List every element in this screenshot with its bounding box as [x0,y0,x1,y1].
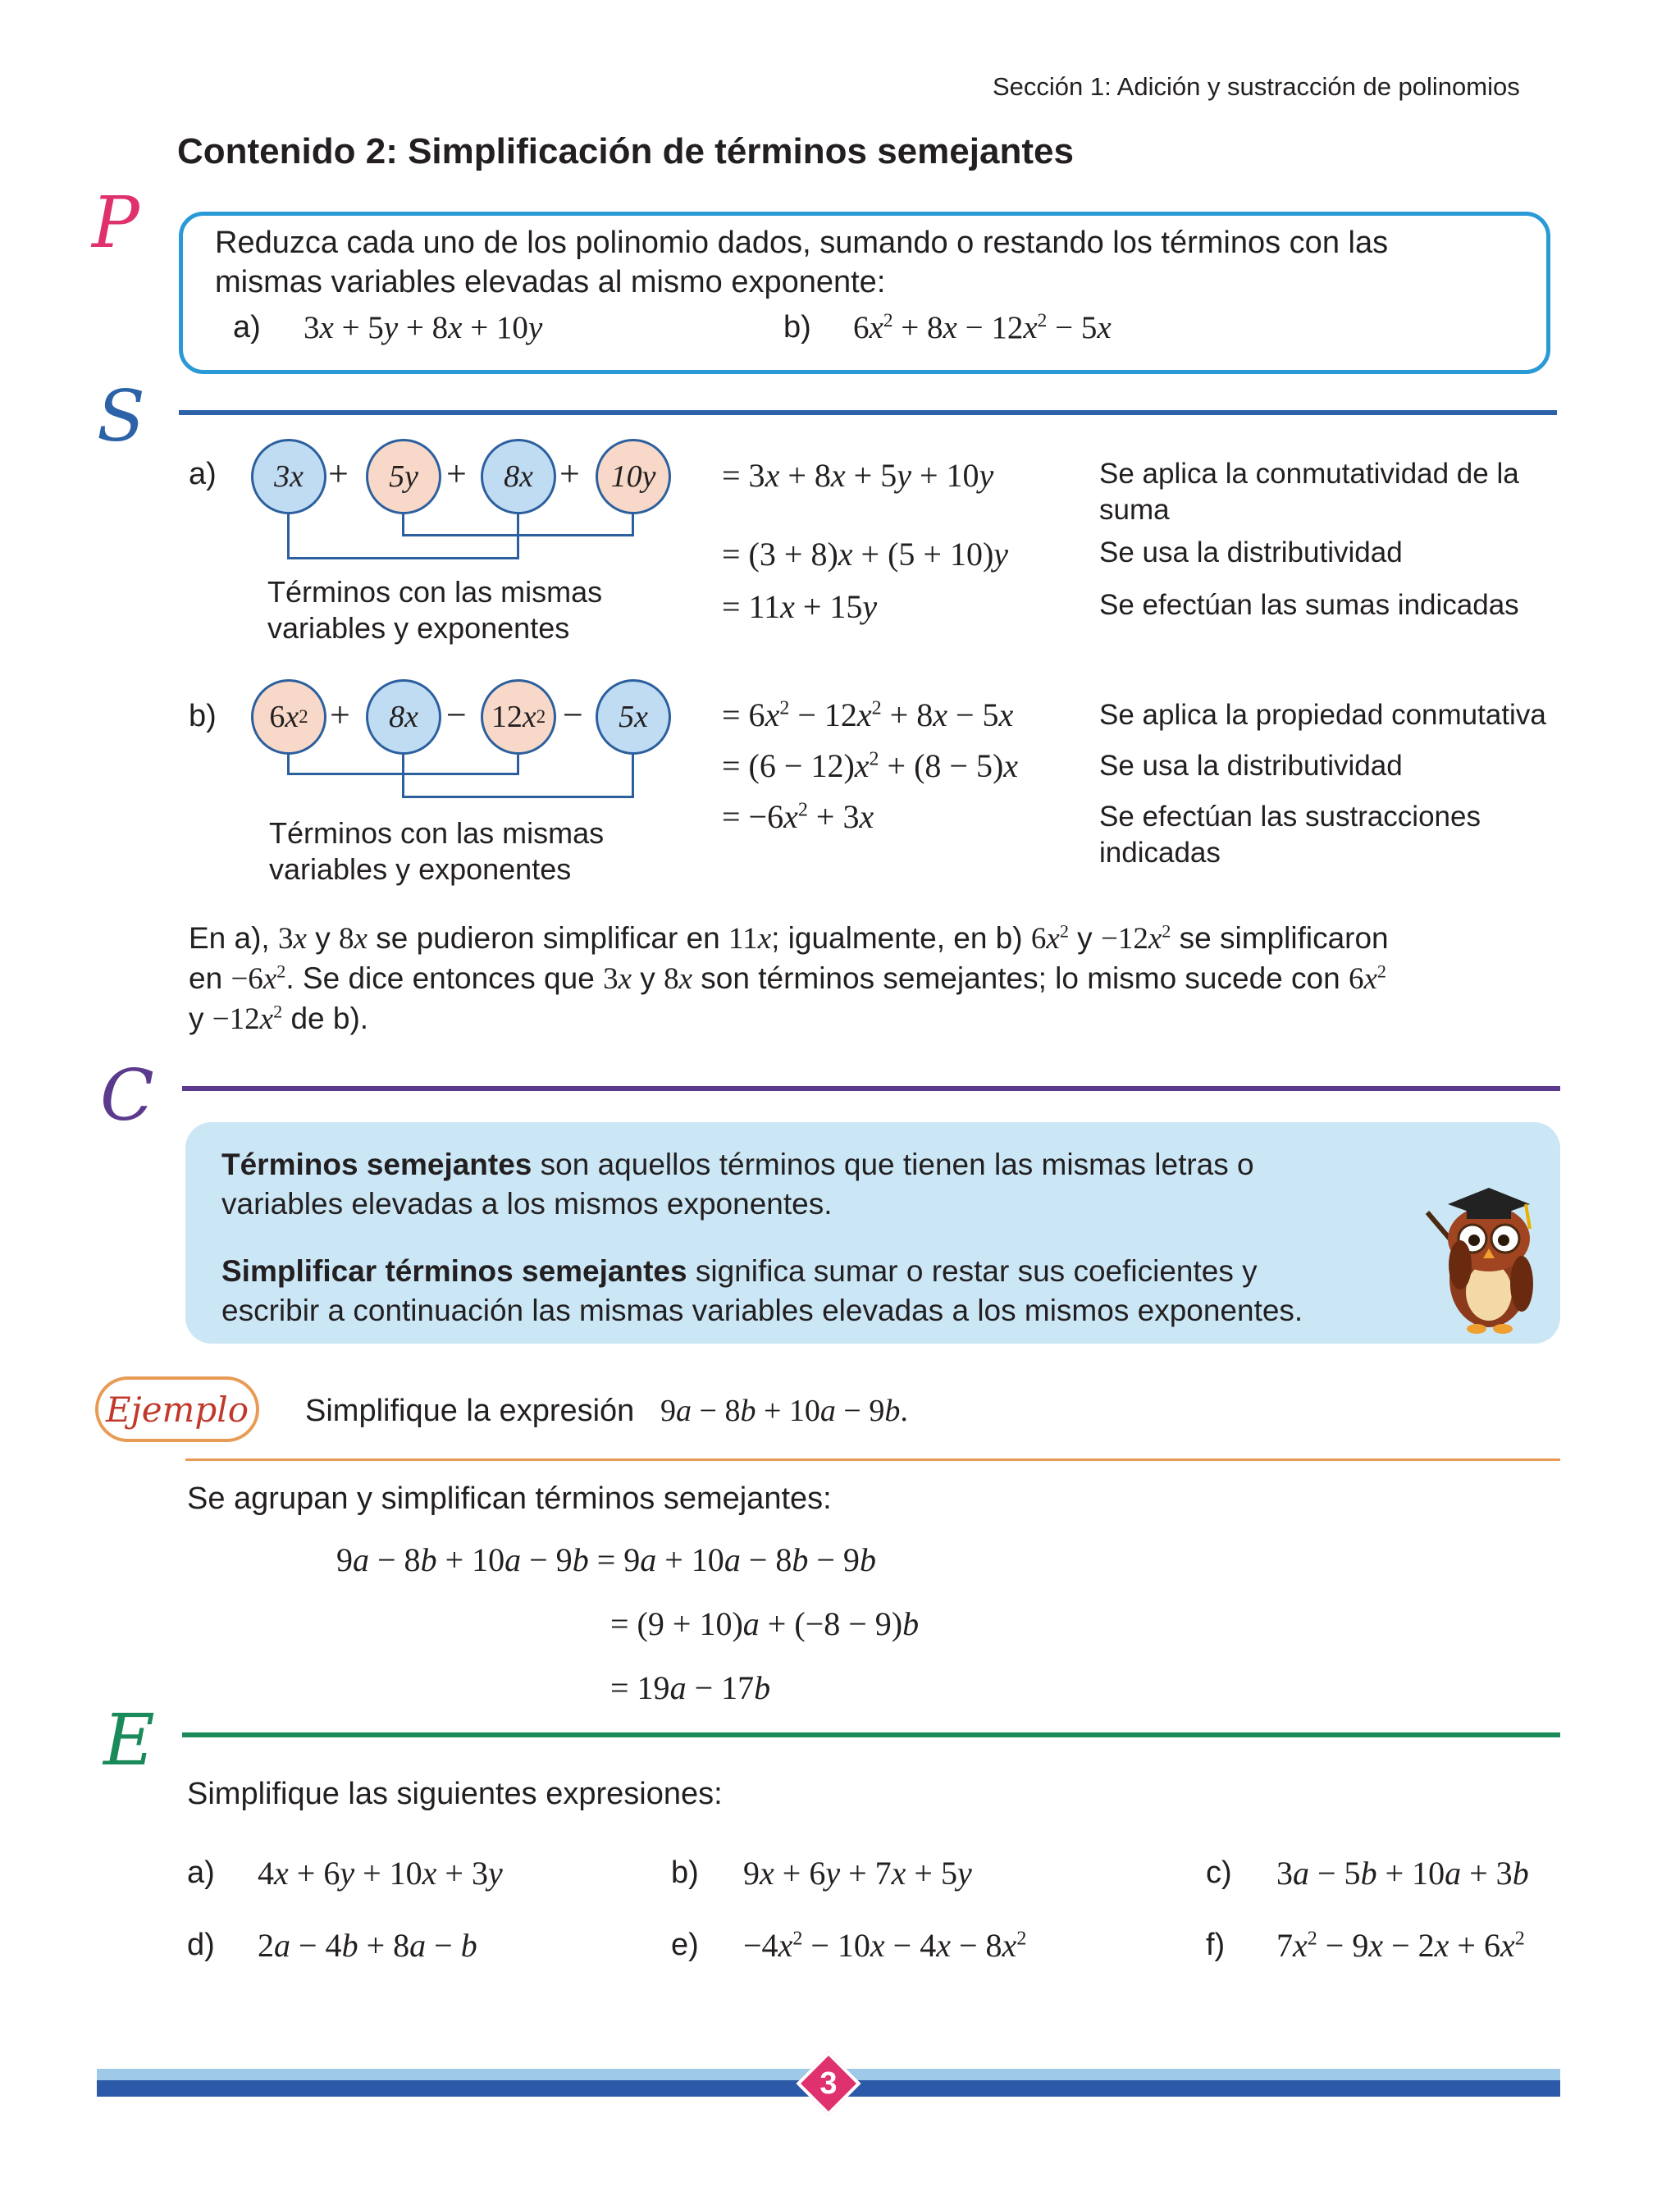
concept-definition-2: Simplificar términos semejantes significa sumar o restar sus coeficientes y escribir a continuación las mismas variables elevadas a los mismos exponentes. [221,1254,1303,1327]
example-badge: Ejemplo [95,1376,259,1442]
problem-line-2: mismas variables elevadas al mismo exponente: [215,265,886,299]
exercise-c-label: c) [1206,1856,1232,1890]
plus-sign: + [446,454,467,494]
connector-line [517,514,519,559]
exercise-b-label: b) [671,1856,699,1890]
term-8x: 8x [366,679,441,755]
example-prompt: Simplifique la expresión 9a − 8b + 10a − 9b. [305,1394,908,1428]
example-step-3: = 19a − 17b [610,1669,771,1706]
step-b-2: = $(6 - 12)x^2 + (8 - 5)x$ [722,747,1019,784]
connector-line [402,796,634,798]
connector-line [287,514,290,559]
problem-a-expression: 3x + 5y + 8x + 10y [304,310,543,345]
section-s-rule [179,410,1557,415]
page-number: 3 [819,2066,838,2101]
note-b-2: Se usa la distributividad [1099,750,1403,782]
minus-sign: − [563,695,583,735]
problem-b-label: b) [783,310,811,345]
term-12x2: 12 x 2 [481,679,556,755]
section-letter-e: E [103,1700,155,1782]
solution-b-label: b) [189,699,217,733]
term-8x: 8x [481,439,556,514]
section-letter-c: C [100,1055,154,1137]
connector-line [402,534,634,536]
connector-line [402,755,404,797]
term-5y: 5y [366,439,441,514]
exercise-f-label: f) [1206,1928,1226,1962]
note-b-1: Se aplica la propiedad conmutativa [1099,699,1546,731]
plus-sign: + [559,454,580,494]
section-letter-s: S [97,376,145,458]
example-step-2: = (9 + 10)a + (−8 − 9)b [610,1605,920,1642]
page-title: Contenido 2: Simplificación de términos semejantes [177,131,1074,171]
term-5x: 5x [596,679,671,755]
section-e-rule [182,1732,1560,1737]
exercise-d-label: d) [187,1928,215,1962]
concept-definition-1: Términos semejantes son aquellos términos que tienen las mismas letras o variables elevadas a los mismos exponentes. [221,1148,1254,1221]
exercise-c: 3a − 5b + 10a + 3b [1276,1855,1529,1892]
connector-line [632,755,634,797]
term-6x2: 6 x 2 [251,679,326,755]
step-b-1: = $6x^2 - 12x^2 + 8x - 5x$ [722,696,1014,733]
term-10y: 10y [596,439,671,514]
plus-sign: + [328,454,349,494]
note-b-3: Se efectúan las sustracciones indicadas [1099,801,1481,869]
example-step-1: 9a − 8b + 10a − 9b = 9a + 10a − 8b − 9b [336,1541,876,1578]
connector-line [287,557,519,559]
step-a-2: = (3 + 8)x + (5 + 10)y [722,536,1009,573]
solution-a-label: a) [189,457,217,491]
connector-line [632,514,634,536]
exercise-e: $-4x^2 - 10x - 4x - 8x^2$ [743,1927,1027,1964]
exercise-d: 2a − 4b + 8a − b [258,1927,477,1964]
owl-teacher-icon [1411,1173,1550,1337]
note-a-1: Se aplica la conmutatividad de la suma [1099,458,1519,526]
section-letter-p: P [92,182,139,264]
terms-caption-a: Términos con las mismas variables y exponentes [267,575,603,645]
term-3x: 3x [251,439,326,514]
problem-line-1: Reduzca cada uno de los polinomio dados, sumando o restando los términos con las [215,226,1389,260]
section-c-rule [182,1086,1560,1091]
step-b-3: = $-6x^2 + 3x$ [722,798,874,835]
explanation-paragraph: En a), 3x y 8x se pudieron simplificar en 11x; igualmente, en b) $6x^2$ $y -12x^2$ se simplificaron en $-6x^2$. Se dice entonces que 3x y 8x son términos semejantes; lo mismo sucede con $6x^2$ $y -12x^2$ de b). [189,920,1389,1036]
minus-sign: − [446,695,467,735]
exercise-f: $7x^2 - 9x - 2x + 6x^2$ [1276,1927,1525,1964]
problem-b-expression: $6x^2 + 8x - 12x^2 - 5x$ [853,310,1112,345]
step-a-3: = 11x + 15y [722,588,878,625]
exercise-a: 4x + 6y + 10x + 3y [258,1855,503,1892]
example-intro: Se agrupan y simplifican términos semejantes: [187,1481,832,1516]
section-header: Sección 1: Adición y sustracción de polinomios [993,72,1520,101]
connector-line [402,514,404,536]
note-a-2: Se usa la distributividad [1099,536,1403,568]
connector-line [287,755,290,774]
problem-a-label: a) [233,310,261,345]
example-rule [185,1458,1560,1461]
problem-text [215,223,1511,302]
exercise-e-label: e) [671,1928,699,1962]
note-a-3: Se efectúan las sumas indicadas [1099,589,1519,621]
step-a-1: = 3x + 8x + 5y + 10y [722,457,994,494]
terms-caption-b: Términos con las mismas variables y exponentes [269,816,605,886]
exercises-intro: Simplifique las siguientes expresiones: [187,1777,723,1811]
connector-line [517,755,519,774]
exercise-a-label: a) [187,1856,215,1890]
plus-sign: + [330,695,350,735]
exercise-b: 9x + 6y + 7x + 5y [743,1855,972,1892]
